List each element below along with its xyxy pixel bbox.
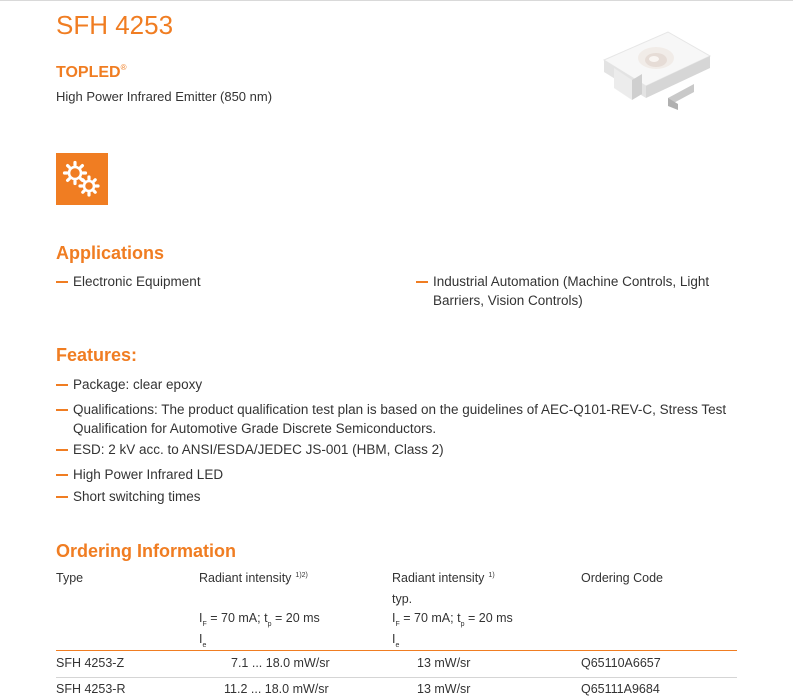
typ-label: typ. <box>392 592 413 606</box>
list-item <box>56 440 756 459</box>
page-title: SFH 4253 <box>56 10 174 40</box>
list-item <box>56 487 756 506</box>
subscript: F <box>395 621 400 628</box>
list-item-label: Electronic Equipment <box>73 274 201 289</box>
header-label: Radiant intensity <box>199 571 292 585</box>
list-item <box>416 272 746 310</box>
subscript: F <box>202 621 207 628</box>
cell-type: SFH 4253-R <box>56 682 126 696</box>
list-item-label: High Power Infrared LED <box>73 467 224 482</box>
cell-intensity-range: 7.1 ... 18.0 mW/sr <box>231 656 330 670</box>
ordering-heading: Ordering Information <box>56 541 236 561</box>
row-divider <box>56 677 737 678</box>
list-item <box>56 272 396 291</box>
column-header-intensity-range <box>199 569 379 651</box>
cell-intensity-typ: 13 mW/sr <box>417 656 471 670</box>
condition-value: = 70 mA; t <box>403 611 461 625</box>
column-header-type: Type <box>56 571 84 585</box>
list-item-label: Package: clear epoxy <box>73 377 203 392</box>
condition-value: = 20 ms <box>274 611 320 625</box>
footnote-mark: 1)2) <box>295 572 308 579</box>
features-heading: Features: <box>56 345 138 365</box>
condition-value: = 20 ms <box>467 611 513 625</box>
subscript: p <box>267 621 272 628</box>
list-item-label: Short switching times <box>73 489 201 504</box>
symbol: I <box>392 632 396 646</box>
cell-ordering-code: Q65110A6657 <box>581 656 661 670</box>
subscript: e <box>395 642 400 649</box>
gears-icon <box>56 153 108 205</box>
cell-intensity-range: 11.2 ... 18.0 mW/sr <box>224 682 329 696</box>
dash-icon <box>56 474 68 476</box>
product-image <box>598 22 716 122</box>
list-item <box>56 375 756 394</box>
dash-icon <box>56 384 68 386</box>
dash-icon <box>56 496 68 498</box>
header-label: Radiant intensity <box>392 571 485 585</box>
product-family <box>56 64 127 82</box>
symbol: I <box>392 611 396 625</box>
top-rule <box>0 0 793 1</box>
column-header-ordering-code: Ordering Code <box>581 571 663 585</box>
list-item-label: ESD: 2 kV acc. to ANSI/ESDA/JEDEC JS-001 (HBM, Class 2) <box>73 442 444 457</box>
symbol: I <box>199 632 203 646</box>
table-header-rule <box>56 650 737 651</box>
subscript: p <box>460 621 465 628</box>
product-family-name: TOPLED <box>56 64 121 81</box>
list-item <box>56 400 736 438</box>
product-description: High Power Infrared Emitter (850 nm) <box>56 89 273 104</box>
list-item-label: Qualifications: The product qualification test plan is based on the guidelines of AEC-Q101-REV-C, Stress Test Qualification for Automotive Grade Discrete Semiconductors. <box>73 402 727 436</box>
cell-type: SFH 4253-Z <box>56 656 125 670</box>
column-header-intensity-typ <box>392 569 572 651</box>
list-item <box>56 465 756 484</box>
symbol: I <box>199 611 203 625</box>
applications-heading: Applications <box>56 243 165 263</box>
list-item-label: Industrial Automation (Machine Controls, Light Barriers, Vision Controls) <box>433 274 710 308</box>
cell-ordering-code: Q65111A9684 <box>581 682 660 696</box>
registered-mark: ® <box>120 63 127 72</box>
condition-value: = 70 mA; t <box>210 611 268 625</box>
subscript: e <box>202 642 207 649</box>
dash-icon <box>56 449 68 451</box>
dash-icon <box>56 281 68 283</box>
cell-intensity-typ: 13 mW/sr <box>417 682 471 696</box>
dash-icon <box>56 409 68 411</box>
dash-icon <box>416 281 428 283</box>
footnote-mark: 1) <box>488 572 495 579</box>
